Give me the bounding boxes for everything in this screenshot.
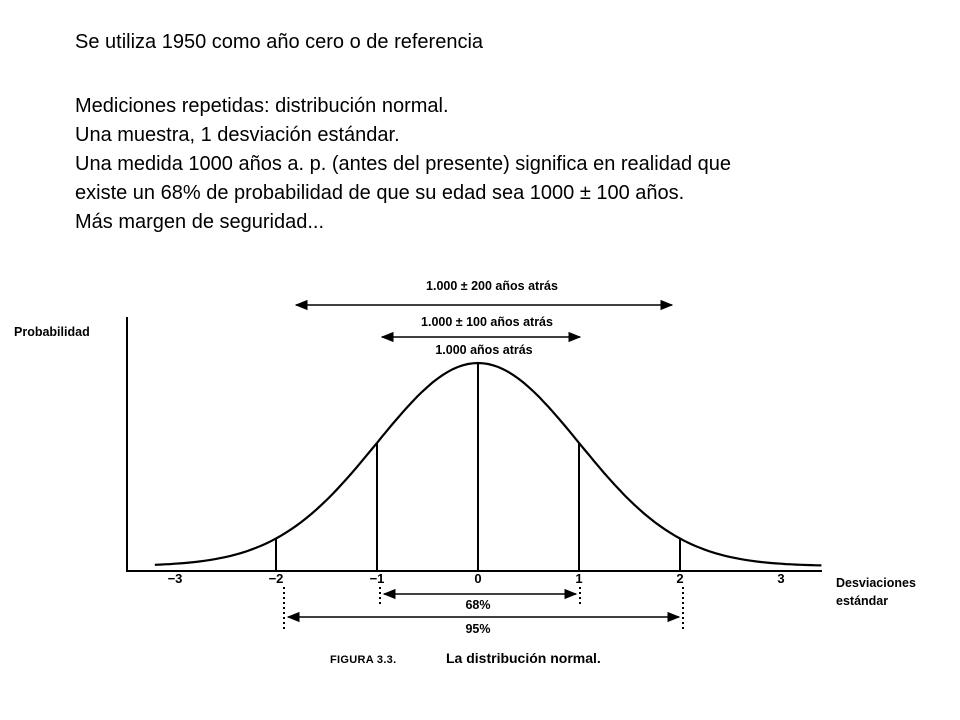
y-axis-label: Probabilidad: [14, 325, 90, 339]
range-label-100: 1.000 ± 100 años atrás: [421, 315, 553, 329]
sd-lines: [276, 363, 680, 571]
normal-distribution-figure: [0, 265, 960, 685]
tick-label-p2: 2: [676, 571, 684, 586]
body-line-4: existe un 68% de probabilidad de que su edad sea 1000 ± 100 años.: [75, 182, 685, 204]
body-line-3: Una medida 1000 años a. p. (antes del presente) significa en realidad que: [75, 153, 731, 175]
tick-label-m2: −2: [268, 571, 284, 586]
tick-label-p3: 3: [777, 571, 785, 586]
x-axis-label-line2: estándar: [836, 594, 889, 608]
x-axis-label-line1: Desviaciones: [836, 576, 916, 590]
tick-label-m1: −1: [369, 571, 385, 586]
tick-label-0: 0: [474, 571, 482, 586]
slide-heading: Se utiliza 1950 como año cero o de referencia: [75, 31, 484, 53]
figure-caption-text: La distribución normal.: [446, 650, 601, 666]
tick-label-p1: 1: [575, 571, 583, 586]
tick-labels: [168, 571, 785, 586]
body-line-5: Más margen de seguridad...: [75, 211, 325, 233]
figure-caption-prefix: FIGURA 3.3.: [330, 654, 397, 666]
body-line-2: Una muestra, 1 desviación estándar.: [75, 124, 400, 146]
body-line-1: Mediciones repetidas: distribución normal.: [75, 95, 449, 117]
bell-curve: [155, 363, 822, 565]
tick-label-m3: −3: [167, 571, 183, 586]
slide-body: [75, 92, 731, 237]
range-label-200: 1.000 ± 200 años atrás: [426, 279, 558, 293]
range-label-center: 1.000 años atrás: [435, 343, 533, 357]
interval-95-label: 95%: [465, 622, 491, 636]
interval-68-label: 68%: [465, 598, 491, 612]
